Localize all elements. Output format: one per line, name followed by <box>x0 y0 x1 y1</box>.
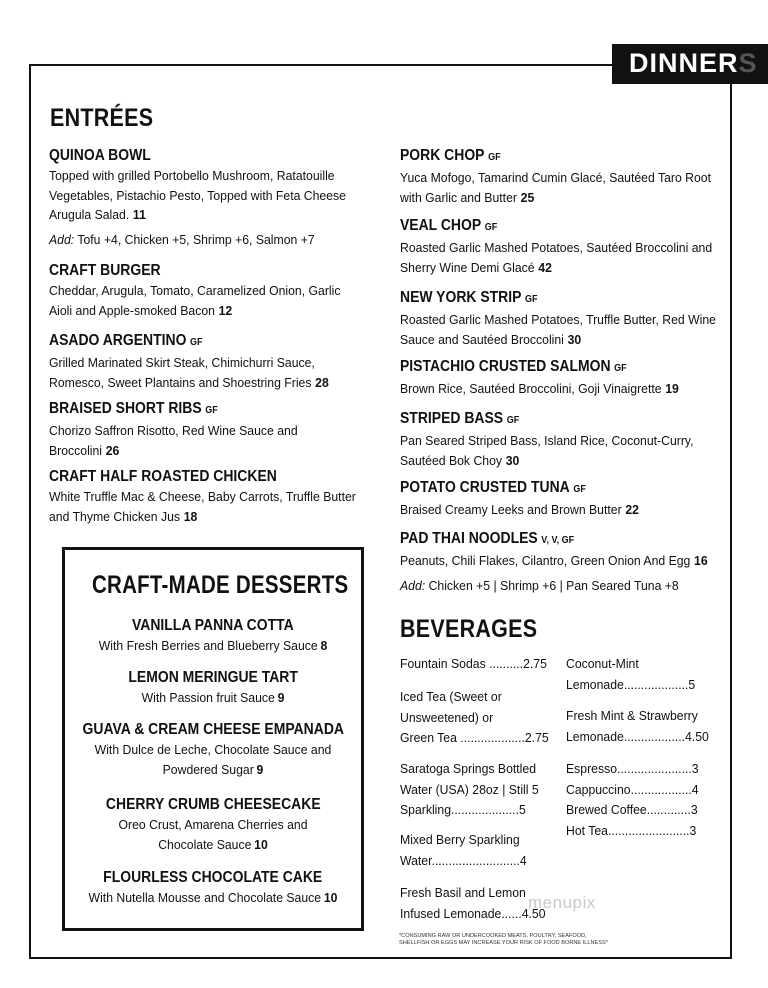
beverage-item <box>566 706 709 747</box>
beverages-heading: BEVERAGES <box>400 615 538 643</box>
item-name: VEAL CHOP GF <box>400 217 498 234</box>
item-add-ons <box>49 230 346 250</box>
dietary-tag: V, V, GF <box>541 535 575 546</box>
dessert-price: 9 <box>256 762 264 777</box>
item-name: CRAFT BURGER <box>49 262 161 279</box>
dietary-tag: GF <box>190 337 203 348</box>
beverage-line: Fountain Sodas ..........2.75 <box>400 656 547 671</box>
item-description: and Thyme Chicken Jus 18 <box>49 508 198 524</box>
item-description: Romesco, Sweet Plantains and Shoestring Fries 28 <box>49 374 329 390</box>
item-description: Braised Creamy Leeks and Brown Butter 22 <box>400 502 639 517</box>
beverage-line: Sparkling....................5 <box>400 802 526 817</box>
item-name: PORK CHOP GF <box>400 147 501 164</box>
dietary-tag: GF <box>484 222 498 233</box>
desserts-heading: CRAFT-MADE DESSERTS <box>92 571 349 599</box>
dessert-name: LEMON MERINGUE TART <box>128 669 298 686</box>
dessert-item <box>62 795 364 855</box>
dessert-name: FLOURLESS CHOCOLATE CAKE <box>103 869 323 886</box>
item-name: NEW YORK STRIP GF <box>400 289 538 306</box>
item-name: ASADO ARGENTINO GF <box>49 332 203 349</box>
item-name: POTATO CRUSTED TUNA GF <box>400 479 586 496</box>
item-description: Chorizo Saffron Risotto, Red Wine Sauce and <box>49 423 298 438</box>
disclaimer-line: *CONSUMING RAW OR UNDERCOOKED MEATS, POULTRY, SEAFOOD, <box>399 933 587 939</box>
menu-item <box>49 260 366 320</box>
dessert-description: Powdered Sugar 9 <box>162 762 264 777</box>
beverage-line: Cappuccino..................4 <box>566 781 699 797</box>
menu-item <box>400 477 660 520</box>
dietary-tag: GF <box>614 363 627 374</box>
item-description: Vegetables, Pistachio Pesto, Topped with Feta Cheese <box>49 187 346 203</box>
beverage-line: Green Tea ...................2.75 <box>400 730 549 745</box>
beverage-line: Infused Lemonade......4.50 <box>400 905 546 921</box>
item-description: Grilled Marinated Skirt Steak, Chimichurri Sauce, <box>49 355 315 370</box>
dietary-tag: GF <box>506 415 520 426</box>
item-price: 30 <box>505 452 520 468</box>
beverage-line: Saratoga Springs Bottled <box>400 761 537 776</box>
item-add-ons <box>400 576 708 596</box>
item-description: Sauce and Sautéed Broccolini 30 <box>400 331 582 347</box>
menu-item <box>49 330 353 392</box>
dessert-item <box>62 616 364 656</box>
dessert-item <box>62 868 364 908</box>
item-price: 22 <box>625 502 639 517</box>
beverage-item <box>400 759 539 821</box>
menu-item <box>400 145 738 207</box>
dessert-description: With Passion fruit Sauce 9 <box>141 690 285 705</box>
item-description: Cheddar, Arugula, Tomato, Caramelized Onion, Garlic <box>49 283 341 298</box>
menu-tab-dinners <box>612 44 768 84</box>
item-price: 16 <box>694 553 708 568</box>
item-price: 42 <box>538 259 552 275</box>
add-options: Chicken +5 | Shrimp +6 | Pan Seared Tuna +8 <box>425 577 679 593</box>
dessert-price: 9 <box>277 690 285 705</box>
tab-label-faded: S <box>738 48 758 78</box>
menu-item <box>400 215 739 277</box>
item-name: STRIPED BASS GF <box>400 410 520 427</box>
item-price: 28 <box>315 374 329 390</box>
beverage-line: Unsweetened) or <box>400 709 494 725</box>
dessert-description: With Fresh Berries and Blueberry Sauce 8 <box>98 638 328 653</box>
beverage-item <box>400 687 549 749</box>
item-price: 18 <box>183 508 198 524</box>
entrees-heading: ENTRÉES <box>50 104 154 132</box>
dessert-name: GUAVA & CREAM CHEESE EMPANADA <box>82 721 344 738</box>
dessert-description: Chocolate Sauce 10 <box>158 837 268 852</box>
menu-item <box>49 398 319 460</box>
dessert-price: 8 <box>320 638 328 653</box>
item-description: Yuca Mofogo, Tamarind Cumin Glacé, Sautéed Taro Root <box>400 170 711 185</box>
dessert-price: 10 <box>254 837 268 852</box>
dietary-tag: GF <box>205 405 218 416</box>
item-name: QUINOA BOWL <box>49 147 151 164</box>
item-description: Brown Rice, Sautéed Broccolini, Goji Vinaigrette 19 <box>400 381 679 396</box>
beverage-item <box>566 654 695 695</box>
item-name: PISTACHIO CRUSTED SALMON GF <box>400 358 627 375</box>
dietary-tag: GF <box>573 484 586 495</box>
dessert-description: With Nutella Mousse and Chocolate Sauce 10 <box>88 890 338 905</box>
item-price: 30 <box>567 331 582 347</box>
beverage-item <box>400 654 547 675</box>
menu-item <box>400 356 703 399</box>
beverage-line: Lemonade...................5 <box>566 676 696 692</box>
beverage-line: Mixed Berry Sparkling <box>400 832 520 847</box>
menu-item <box>49 466 383 526</box>
item-description: Sherry Wine Demi Glacé 42 <box>400 259 552 275</box>
dietary-tag: GF <box>488 152 501 163</box>
item-description: Broccolini 26 <box>49 442 120 458</box>
menu-item <box>400 528 734 595</box>
beverage-line: Water (USA) 28oz | Still 5 <box>400 781 539 797</box>
menu-item <box>49 145 372 249</box>
item-description: Pan Seared Striped Bass, Island Rice, Coconut-Curry, <box>400 433 694 448</box>
item-price: 26 <box>105 442 120 458</box>
item-description: Arugula Salad. 11 <box>49 207 146 222</box>
tab-label: DINNER <box>629 48 739 78</box>
item-name: BRAISED SHORT RIBS GF <box>49 400 218 417</box>
beverage-line: Hot Tea........................3 <box>566 822 697 838</box>
dessert-name: VANILLA PANNA COTTA <box>132 617 294 634</box>
menu-item <box>400 408 719 470</box>
food-safety-disclaimer <box>399 933 608 947</box>
beverage-line: Iced Tea (Sweet or <box>400 689 502 704</box>
menu-item <box>400 287 743 349</box>
beverage-item <box>400 883 546 924</box>
beverage-line: Fresh Basil and Lemon <box>400 885 526 900</box>
add-options: Tofu +4, Chicken +5, Shrimp +6, Salmon +7 <box>74 231 315 247</box>
beverage-line: Lemonade..................4.50 <box>566 728 709 744</box>
dessert-description: Oreo Crust, Amarena Cherries and <box>118 817 308 832</box>
item-description: Sautéed Bok Choy 30 <box>400 452 520 468</box>
item-description: Peanuts, Chili Flakes, Cilantro, Green Onion And Egg 16 <box>400 553 708 568</box>
dessert-item <box>62 668 364 708</box>
item-description: Topped with grilled Portobello Mushroom, Ratatouille <box>49 168 335 183</box>
item-description: Roasted Garlic Mashed Potatoes, Sautéed Broccolini and <box>400 240 713 255</box>
watermark: menupix <box>528 893 596 912</box>
dessert-name: CHERRY CRUMB CHEESECAKE <box>105 796 321 813</box>
dietary-tag: GF <box>525 294 538 305</box>
disclaimer-line: SHELLFISH OR EGGS MAY INCREASE YOUR RISK OF FOOD BORNE ILLNESS* <box>399 940 608 946</box>
add-label: Add: <box>400 577 426 593</box>
dessert-item <box>62 720 364 780</box>
item-description: Roasted Garlic Mashed Potatoes, Truffle Butter, Red Wine <box>400 312 716 327</box>
add-label: Add: <box>49 231 75 247</box>
beverage-line: Water..........................4 <box>400 852 527 868</box>
beverage-line: Brewed Coffee.............3 <box>566 802 698 817</box>
item-price: 12 <box>218 302 233 318</box>
item-description: with Garlic and Butter 25 <box>400 189 535 205</box>
dessert-description: With Dulce de Leche, Chocolate Sauce and <box>94 742 332 757</box>
item-price: 25 <box>520 189 535 205</box>
item-name: PAD THAI NOODLES V, V, GF <box>400 530 575 547</box>
item-price: 11 <box>132 207 146 222</box>
item-name: CRAFT HALF ROASTED CHICKEN <box>49 468 277 485</box>
item-description: Aioli and Apple-smoked Bacon 12 <box>49 302 233 318</box>
beverage-line: Espresso......................3 <box>566 761 699 776</box>
beverage-item <box>566 759 699 841</box>
beverage-item <box>400 830 527 871</box>
beverage-line: Fresh Mint & Strawberry <box>566 708 698 723</box>
item-price: 19 <box>665 381 679 396</box>
item-description: White Truffle Mac & Cheese, Baby Carrots, Truffle Butter <box>49 489 356 504</box>
beverage-line: Coconut-Mint <box>566 656 639 671</box>
dessert-price: 10 <box>323 890 338 905</box>
